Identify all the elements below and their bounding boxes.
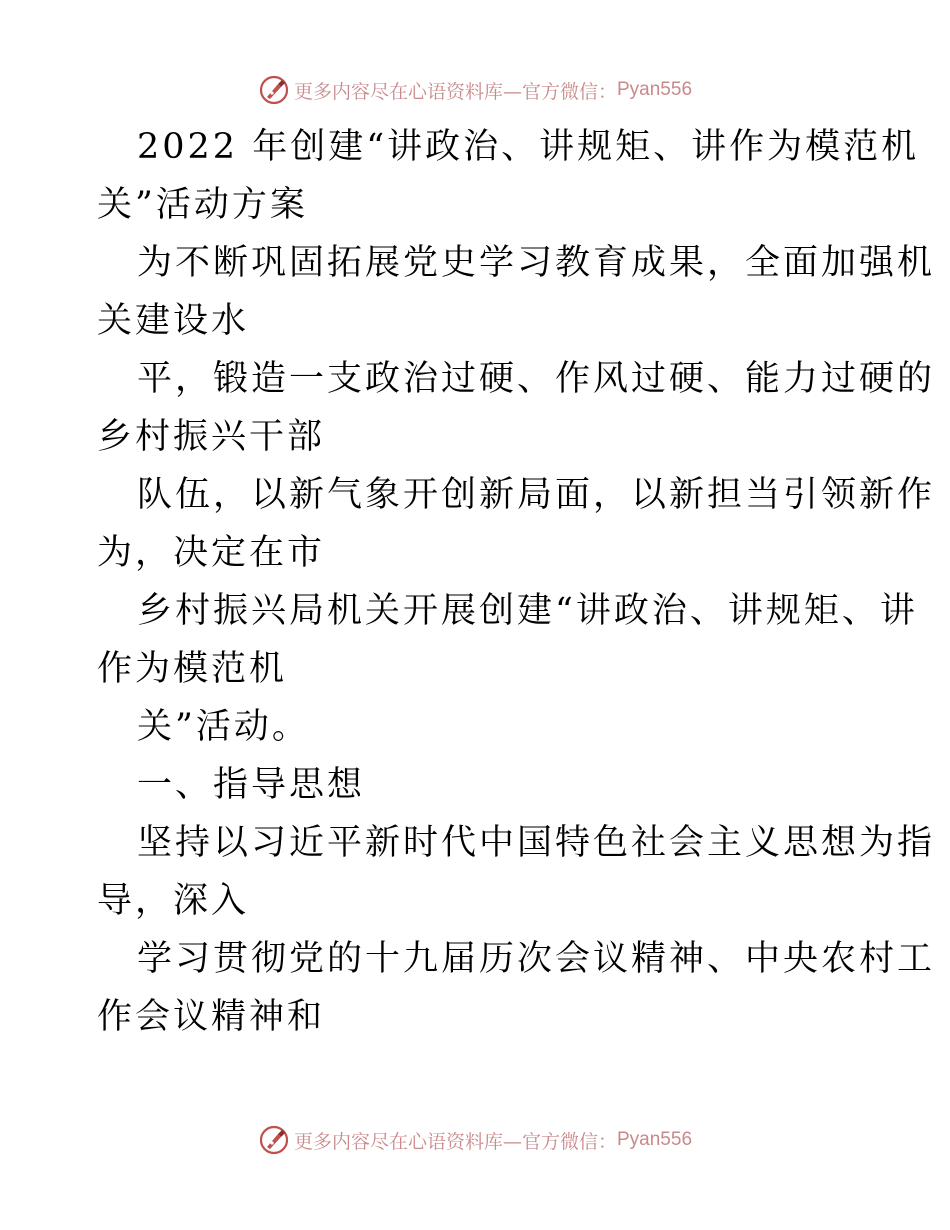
footer-watermark [0,1122,950,1158]
paragraph-line: 乡村振兴干部 [97,417,326,457]
watermark-wechat-id: Pyan556 [617,1129,693,1150]
watermark-text: 更多内容尽在心语资料库—官方微信： [293,1130,617,1153]
paragraph-line: 坚持以习近平新时代中国特色社会主义思想为指 [137,823,936,863]
paragraph-line: 队伍，以新气象开创新局面，以新担当引领新作 [137,475,936,515]
pen-nib-logo-icon [258,1124,290,1156]
paragraph-line: 平，锻造一支政治过硬、作风过硬、能力过硬的 [137,359,936,399]
paragraph-line: 作会议精神和 [97,997,326,1037]
paragraph-line: 学习贯彻党的十九届历次会议精神、中央农村工 [137,939,936,979]
paragraph-line: 为不断巩固拓展党史学习教育成果，全面加强机 [137,243,936,283]
watermark-text: 更多内容尽在心语资料库—官方微信： [293,80,617,103]
document-title-continued: 关”活动方案 [97,185,308,225]
paragraph-line: 为，决定在市 [97,533,326,573]
document-title: 2022 年创建“讲政治、讲规矩、讲作为模范机 [137,127,920,167]
paragraph-line: 乡村振兴局机关开展创建“讲政治、讲规矩、讲 [137,591,918,631]
watermark-wechat-id: Pyan556 [617,79,693,100]
paragraph-line: 作为模范机 [97,649,288,689]
paragraph-line: 关”活动。 [137,707,310,747]
pen-nib-logo-icon [258,74,290,106]
header-watermark [0,72,950,108]
paragraph-line: 导，深入 [97,881,250,921]
section-heading: 一、指导思想 [137,765,366,805]
paragraph-line: 关建设水 [97,301,250,341]
document-body [97,118,936,1046]
